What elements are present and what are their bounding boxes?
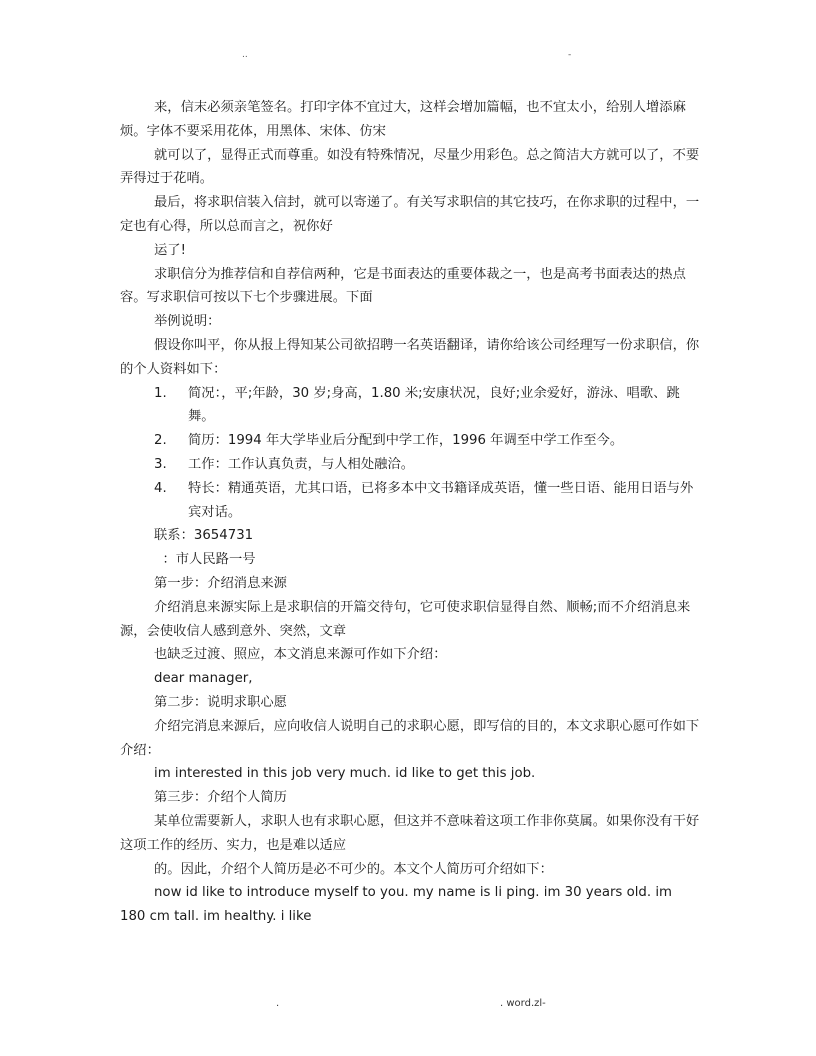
list-item-text: 特长：精通英语，尤其口语，已将多本中文书籍译成英语，懂一些日语、能用日语与外宾对话。 [188, 480, 694, 520]
example-sentence: im interested in this job very much. id like to get this job. [154, 766, 536, 782]
contact-address: ：市人民路一号 [154, 552, 256, 568]
paragraph: 介绍消息来源实际上是求职信的开篇交待句，它可使求职信显得自然、顺畅;而不介绍消息来源，会使收信人感到意外、突然，文章 [120, 599, 691, 639]
paragraph: 来，信末必须亲笔签名。打印字体不宜过大，这样会增加篇幅，也不宜太小，给别人增添麻烦。字体不要采用花体，用黑体、宋体、仿宋 [120, 100, 686, 139]
paragraph: 也缺乏过渡、照应，本文消息来源可作如下介绍： [154, 647, 447, 663]
list-item [120, 382, 700, 430]
list-item-number: 2. [154, 433, 167, 449]
paragraph: 假设你叫平，你从报上得知某公司欲招聘一名英语翻译，请你给该公司经理写一份求职信，你的个人资料如下： [120, 337, 700, 377]
example-sentence: now id like to introduce myself to you. my name is li ping. im 30 years old. im 180 cm tall. im healthy. i like [120, 885, 672, 925]
header-right-mark: - [568, 50, 572, 60]
list-item-number: 1. [154, 385, 167, 401]
list-item [120, 429, 700, 453]
contact-phone: 联系：3654731 [154, 528, 254, 544]
list-item [120, 477, 700, 525]
example-sentence: dear manager, [154, 671, 253, 687]
step-heading: 第三步：介绍个人简历 [154, 790, 287, 806]
list-item [120, 453, 700, 477]
header-left-mark: .. [242, 50, 248, 60]
footer-watermark: . word.zl- [500, 998, 546, 1009]
paragraph: 就可以了，显得正式而尊重。如没有特殊情况，尽量少用彩色。总之简洁大方就可以了，不要弄得过于花哨。 [120, 147, 700, 187]
step-heading: 第一步：介绍消息来源 [154, 575, 287, 591]
paragraph: 运了! [154, 242, 186, 258]
paragraph: 最后，将求职信装入信封，就可以寄递了。有关写求职信的其它技巧，在你求职的过程中，一定也有心得，所以总而言之，祝你好 [120, 195, 700, 234]
step-heading: 第二步：说明求职心愿 [154, 694, 287, 710]
paragraph: 介绍完消息来源后，应向收信人说明自己的求职心愿，即写信的目的，本文求职心愿可作如下介绍： [120, 718, 700, 758]
list-item-text: 简况：，平;年龄，30 岁;身高，1.80 米;安康状况，良好;业余爱好，游泳、唱歌、跳舞。 [188, 385, 680, 425]
paragraph: 举例说明： [154, 314, 221, 330]
list-item-number: 4. [154, 480, 167, 496]
footer-left-mark: . [276, 998, 280, 1009]
paragraph: 某单位需要新人，求职人也有求职心愿，但这并不意味着这项工作非你莫属。如果你没有干好这项工作的经历、实力，也是难以适应 [120, 813, 700, 853]
list-item-number: 3. [154, 456, 167, 472]
list-item-text: 工作：工作认真负责，与人相处融洽。 [188, 456, 415, 472]
list-item-text: 简历：1994 年大学毕业后分配到中学工作，1996 年调至中学工作至今。 [188, 433, 624, 449]
paragraph: 求职信分为推荐信和自荐信两种，它是书面表达的重要体裁之一，也是高考书面表达的热点容。写求职信可按以下七个步骤进展。下面 [120, 266, 686, 306]
paragraph: 的。因此，介绍个人简历是必不可少的。本文个人简历可介绍如下： [154, 861, 553, 877]
document-body [120, 96, 700, 929]
